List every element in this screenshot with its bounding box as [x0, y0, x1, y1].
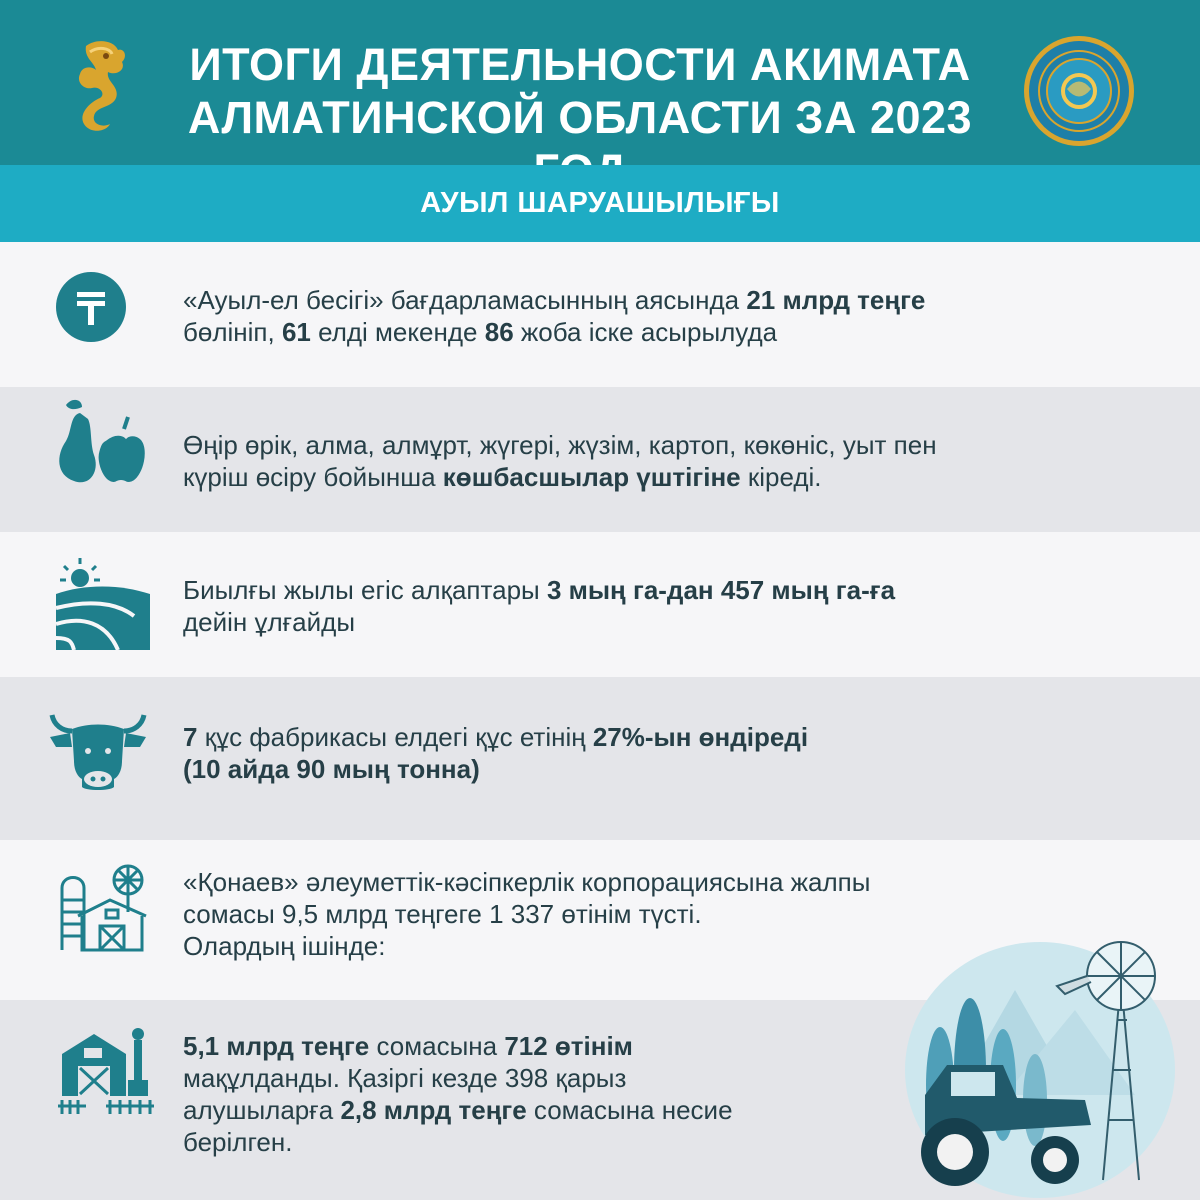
snow-leopard-emblem-icon	[66, 36, 136, 136]
info-text-2: Өңір өрік, алма, алмұрт, жүгері, жүзім, картоп, көкөніс, уыт пен күріш өсіру бойынша көшбасшылар үштігіне кіреді.	[183, 430, 937, 492]
section-title: АУЫЛ ШАРУАШЫЛЫҒЫ	[0, 165, 1200, 242]
tractor-farm-illustration	[895, 920, 1185, 1200]
info-row-1	[0, 242, 1200, 387]
fruit-icon	[50, 397, 150, 492]
info-text-3: Биылғы жылы егіс алқаптары 3 мың га-дан 457 мың га-ға дейін ұлғайды	[183, 575, 896, 637]
info-row-3	[0, 532, 1200, 677]
info-row-2	[0, 387, 1200, 532]
farm-icon	[56, 860, 152, 952]
akimat-seal-icon	[1022, 34, 1136, 148]
cow-icon	[48, 711, 148, 793]
title-line-1: ИТОГИ ДЕЯТЕЛЬНОСТИ АКИМАТА	[189, 39, 971, 90]
tenge-icon	[56, 272, 126, 342]
info-row-4	[0, 677, 1200, 840]
barn-icon	[58, 1020, 154, 1116]
field-icon	[54, 556, 152, 652]
header-bar	[0, 0, 1200, 165]
title-line-2: АЛМАТИНСКОЙ ОБЛАСТИ ЗА 2023	[187, 92, 973, 143]
info-text-6: 5,1 млрд теңге сомасына 712 өтінім мақұлданды. Қазіргі кезде 398 қарыз алушыларға 2,8 млрд теңге сомасына несие берілген.	[183, 1031, 733, 1157]
info-text-4: 7 құс фабрикасы елдегі құс етінің 27%-ын өндіреді (10 айда 90 мың тонна)	[183, 722, 809, 784]
info-text-5: «Қонаев» әлеуметтік-кәсіпкерлік корпорациясына жалпы сомасы 9,5 млрд теңгеге 1 337 өтінім түсті. Олардың ішінде:	[183, 867, 871, 961]
info-text-1: «Ауыл-ел бесігі» бағдарламасынның аясында 21 млрд теңге бөлініп, 61 елді мекенде 86 жоба іске асырылуда	[183, 285, 926, 347]
